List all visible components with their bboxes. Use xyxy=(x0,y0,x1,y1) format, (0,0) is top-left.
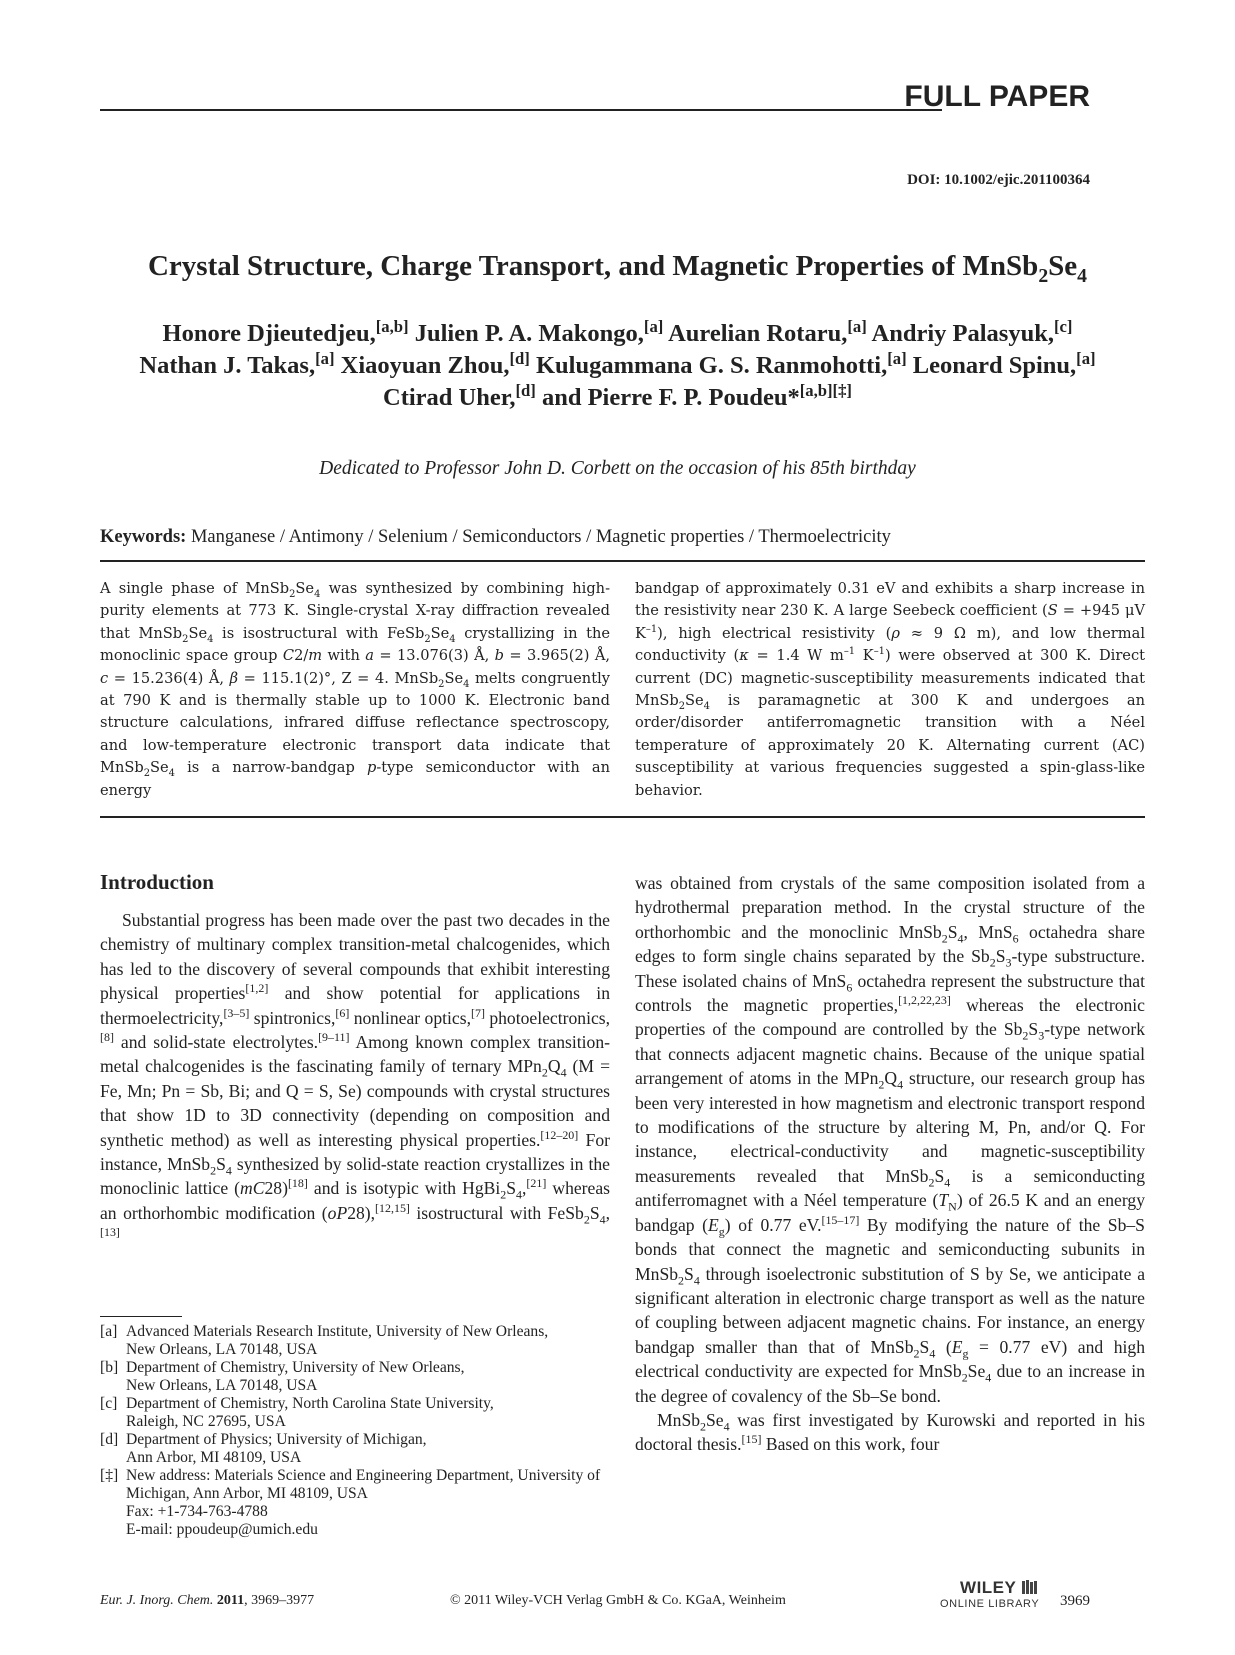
footnote xyxy=(100,1359,612,1395)
footnote xyxy=(100,1323,612,1359)
abstract-bottom-rule xyxy=(100,816,1145,818)
footnote xyxy=(100,1395,612,1431)
intro-left-column xyxy=(100,908,610,1250)
footnote-tag: [‡] xyxy=(100,1467,119,1484)
paragraph: Substantial progress has been made over the past two decades in the chemistry of multinary complex transition-metal chalcogenides, which has led to the discovery of several compounds that exhibit interesting physical properties[1,2] and show potential for applications in thermoelectricity,[3–5] spintronics,[6] nonlinear optics,[7] photoelectronics,[8] and solid-state electrolytes.[9–11] Among known complex transition-metal chalcogenides is the fascinating family of ternary $MPn_2Q_4$ (M = Fe, Mn; Pn = Sb, Bi; and Q = S, Se) compounds with crystal structures that show 1D to 3D connectivity (depending on composition and synthetic method) as well as interesting physical properties.[12–20] For instance, $MnSb_2S_4$ synthesized by solid-state reaction crystallizes in the monoclinic lattice (mC28)[18] and is isotypic with $HgBi_2S_4,[21]$ whereas an orthorhombic modification (oP28),[12,15] isostructural with $FeSb_2S_4,[13]$ xyxy=(100,910,611,1240)
footnote-tag: [d] xyxy=(100,1431,119,1448)
dedication: Dedicated to Professor John D. Corbett on the occasion of his 85th birthday xyxy=(319,458,916,479)
page-number: 3969 xyxy=(1060,1593,1090,1609)
copyright: © 2011 Wiley-VCH Verlag GmbH & Co. KGaA, Weinheim xyxy=(450,1593,786,1608)
footnote-tag: [c] xyxy=(100,1395,118,1412)
footnote-text: Department of Physics; University of Michigan, Ann Arbor, MI 48109, USA xyxy=(126,1431,427,1466)
footnote xyxy=(100,1467,612,1539)
keywords-label: Keywords: xyxy=(100,527,187,547)
intro-right-column xyxy=(635,871,1145,1457)
keywords xyxy=(100,527,1150,548)
abstract-top-rule xyxy=(100,560,1145,562)
footnote-text: Advanced Materials Research Institute, University of New Orleans, New Orleans, LA 70148, USA xyxy=(126,1323,549,1358)
paragraph: $MnSb_2Se_4$ was first investigated by Kurowski and reported in his doctoral thesis.[15] Based on this work, four xyxy=(635,1409,1145,1455)
footnote-text: New address: Materials Science and Engineering Department, University of Michigan, Ann Arbor, MI 48109, USA Fax: +1-734-763-4788 E-mail: ppoudeup@umich.edu xyxy=(126,1467,601,1538)
footnote-tag: [a] xyxy=(100,1323,118,1340)
wiley-logo[interactable] xyxy=(940,1578,1039,1610)
paragraph: was obtained from crystals of the same composition isolated from a hydrothermal preparation method. In the crystal structure of the orthorhombic and the monoclinic $MnSb_2S_4$, MnS$_6$ octahedra share edges to form single chains separated by the $Sb_2S_3$-type substructure. These isolated chains of MnS$_6$ octahedra represent the substructure that controls the magnetic properties,[1,2,22,23] whereas the electronic properties of the compound are controlled by the $Sb_2S_3$-type network that connects adjacent magnetic chains. Because of the unique spatial arrangement of atoms in the $MPn_2Q_4$ structure, our research group has been very interested in how magnetism and electronic transport respond to modifications of the structure by altering M, Pn, and/or Q. For instance, electrical-conductivity and magnetic-susceptibility measurements revealed that $MnSb_2S_4$ is a semiconducting antiferromagnet with a Néel temperature $(T_N)$ of 26.5 K and an energy bandgap $(E_g)$ of 0.77 eV.[15–17] By modifying the nature of the Sb–S bonds that connect the magnetic and semiconducting subunits in $MnSb_2S_4$ through isoelectronic substitution of S by Se, we anticipate a significant alteration in electronic charge transport as well as the nature of coupling between adjacent magnetic chains. For instance, an energy bandgap smaller than that of $MnSb_2S_4$ ($E_g = 0.77$ eV) and high electrical conductivity are expected for $MnSb_2Se_4$ due to an increase in the degree of covalency of the Sb–Se bond. xyxy=(635,873,1146,1406)
keywords-text: Manganese / Antimony / Selenium / Semiconductors / Magnetic properties / Thermoelectricity xyxy=(190,527,891,547)
wiley-logo-name: WILEY xyxy=(960,1578,1017,1597)
footnote-tag: [b] xyxy=(100,1359,119,1376)
abstract-right: bandgap of approximately 0.31 eV and exhibits a sharp increase in the resistivity near 230 K. A large Seebeck coefficient (S = +945 μV $K^{-1}$), high electrical resistivity (ρ ≈ 9 Ω m), and low thermal conductivity (κ = 1.4 W $m^{-1}$ $K^{-1}$) were observed at 300 K. Direct current (DC) magnetic-susceptibility measurements indicated that $MnSb_2Se_4$ is paramagnetic at 300 K and undergoes an order/disorder antiferromagnetic transition with a Néel temperature of approximately 20 K. Alternating current (AC) susceptibility at various frequencies suggested a spin-glass-like behavior. xyxy=(635,580,1145,799)
footnote-rule xyxy=(100,1316,182,1317)
header-rule xyxy=(100,109,942,111)
paper-title: Crystal Structure, Charge Transport, and Magnetic Properties of $MnSb_2Se_4$ xyxy=(147,250,1088,287)
book-icon xyxy=(1021,1579,1039,1595)
footnote xyxy=(100,1431,612,1467)
section-label: FULL PAPER xyxy=(904,80,1090,113)
footnote-text: Department of Chemistry, North Carolina State University, Raleigh, NC 27695, USA xyxy=(126,1395,494,1430)
journal-citation: Eur. J. Inorg. Chem. 2011, 3969–3977 xyxy=(100,1593,315,1608)
footnote-text: Department of Chemistry, University of New Orleans, New Orleans, LA 70148, USA xyxy=(126,1359,465,1394)
affiliation-footnotes xyxy=(100,1323,612,1539)
abstract-left: A single phase of $MnSb_2Se_4$ was synthesized by combining high-purity elements at 773 K. Single-crystal X-ray diffraction revealed that $MnSb_2Se_4$ is isostructural with $FeSb_2Se_4$ crystallizing in the monoclinic space group C2/m with a = 13.076(3) Å, b = 3.965(2) Å, c = 15.236(4) Å, β = 115.1(2)°, Z = 4. $MnSb_2Se_4$ melts congruently at 790 K and is thermally stable up to 1000 K. Electronic band structure calculations, infrared diffuse reflectance spectroscopy, and low-temperature electronic transport data indicate that $MnSb_2Se_4$ is a narrow-bandgap p-type semiconductor with an energy xyxy=(100,580,611,799)
author-list: Honore Djieutedjeu,[a,b] Julien P. A. Makongo,[a] Aurelian Rotaru,[a] Andriy Palasyuk,[c] Nathan J. Takas,[a] Xiaoyuan Zhou,[d] Kulugammana G. S. Ranmohotti,[a] Leonard Spinu,[a] Ctirad Uher,[d] and Pierre F. P. Poudeu*[a,b][‡] xyxy=(139,316,1096,411)
wiley-logo-sub: ONLINE LIBRARY xyxy=(940,1598,1040,1610)
doi[interactable]: DOI: 10.1002/ejic.201100364 xyxy=(907,172,1090,188)
section-heading: Introduction xyxy=(100,870,214,894)
